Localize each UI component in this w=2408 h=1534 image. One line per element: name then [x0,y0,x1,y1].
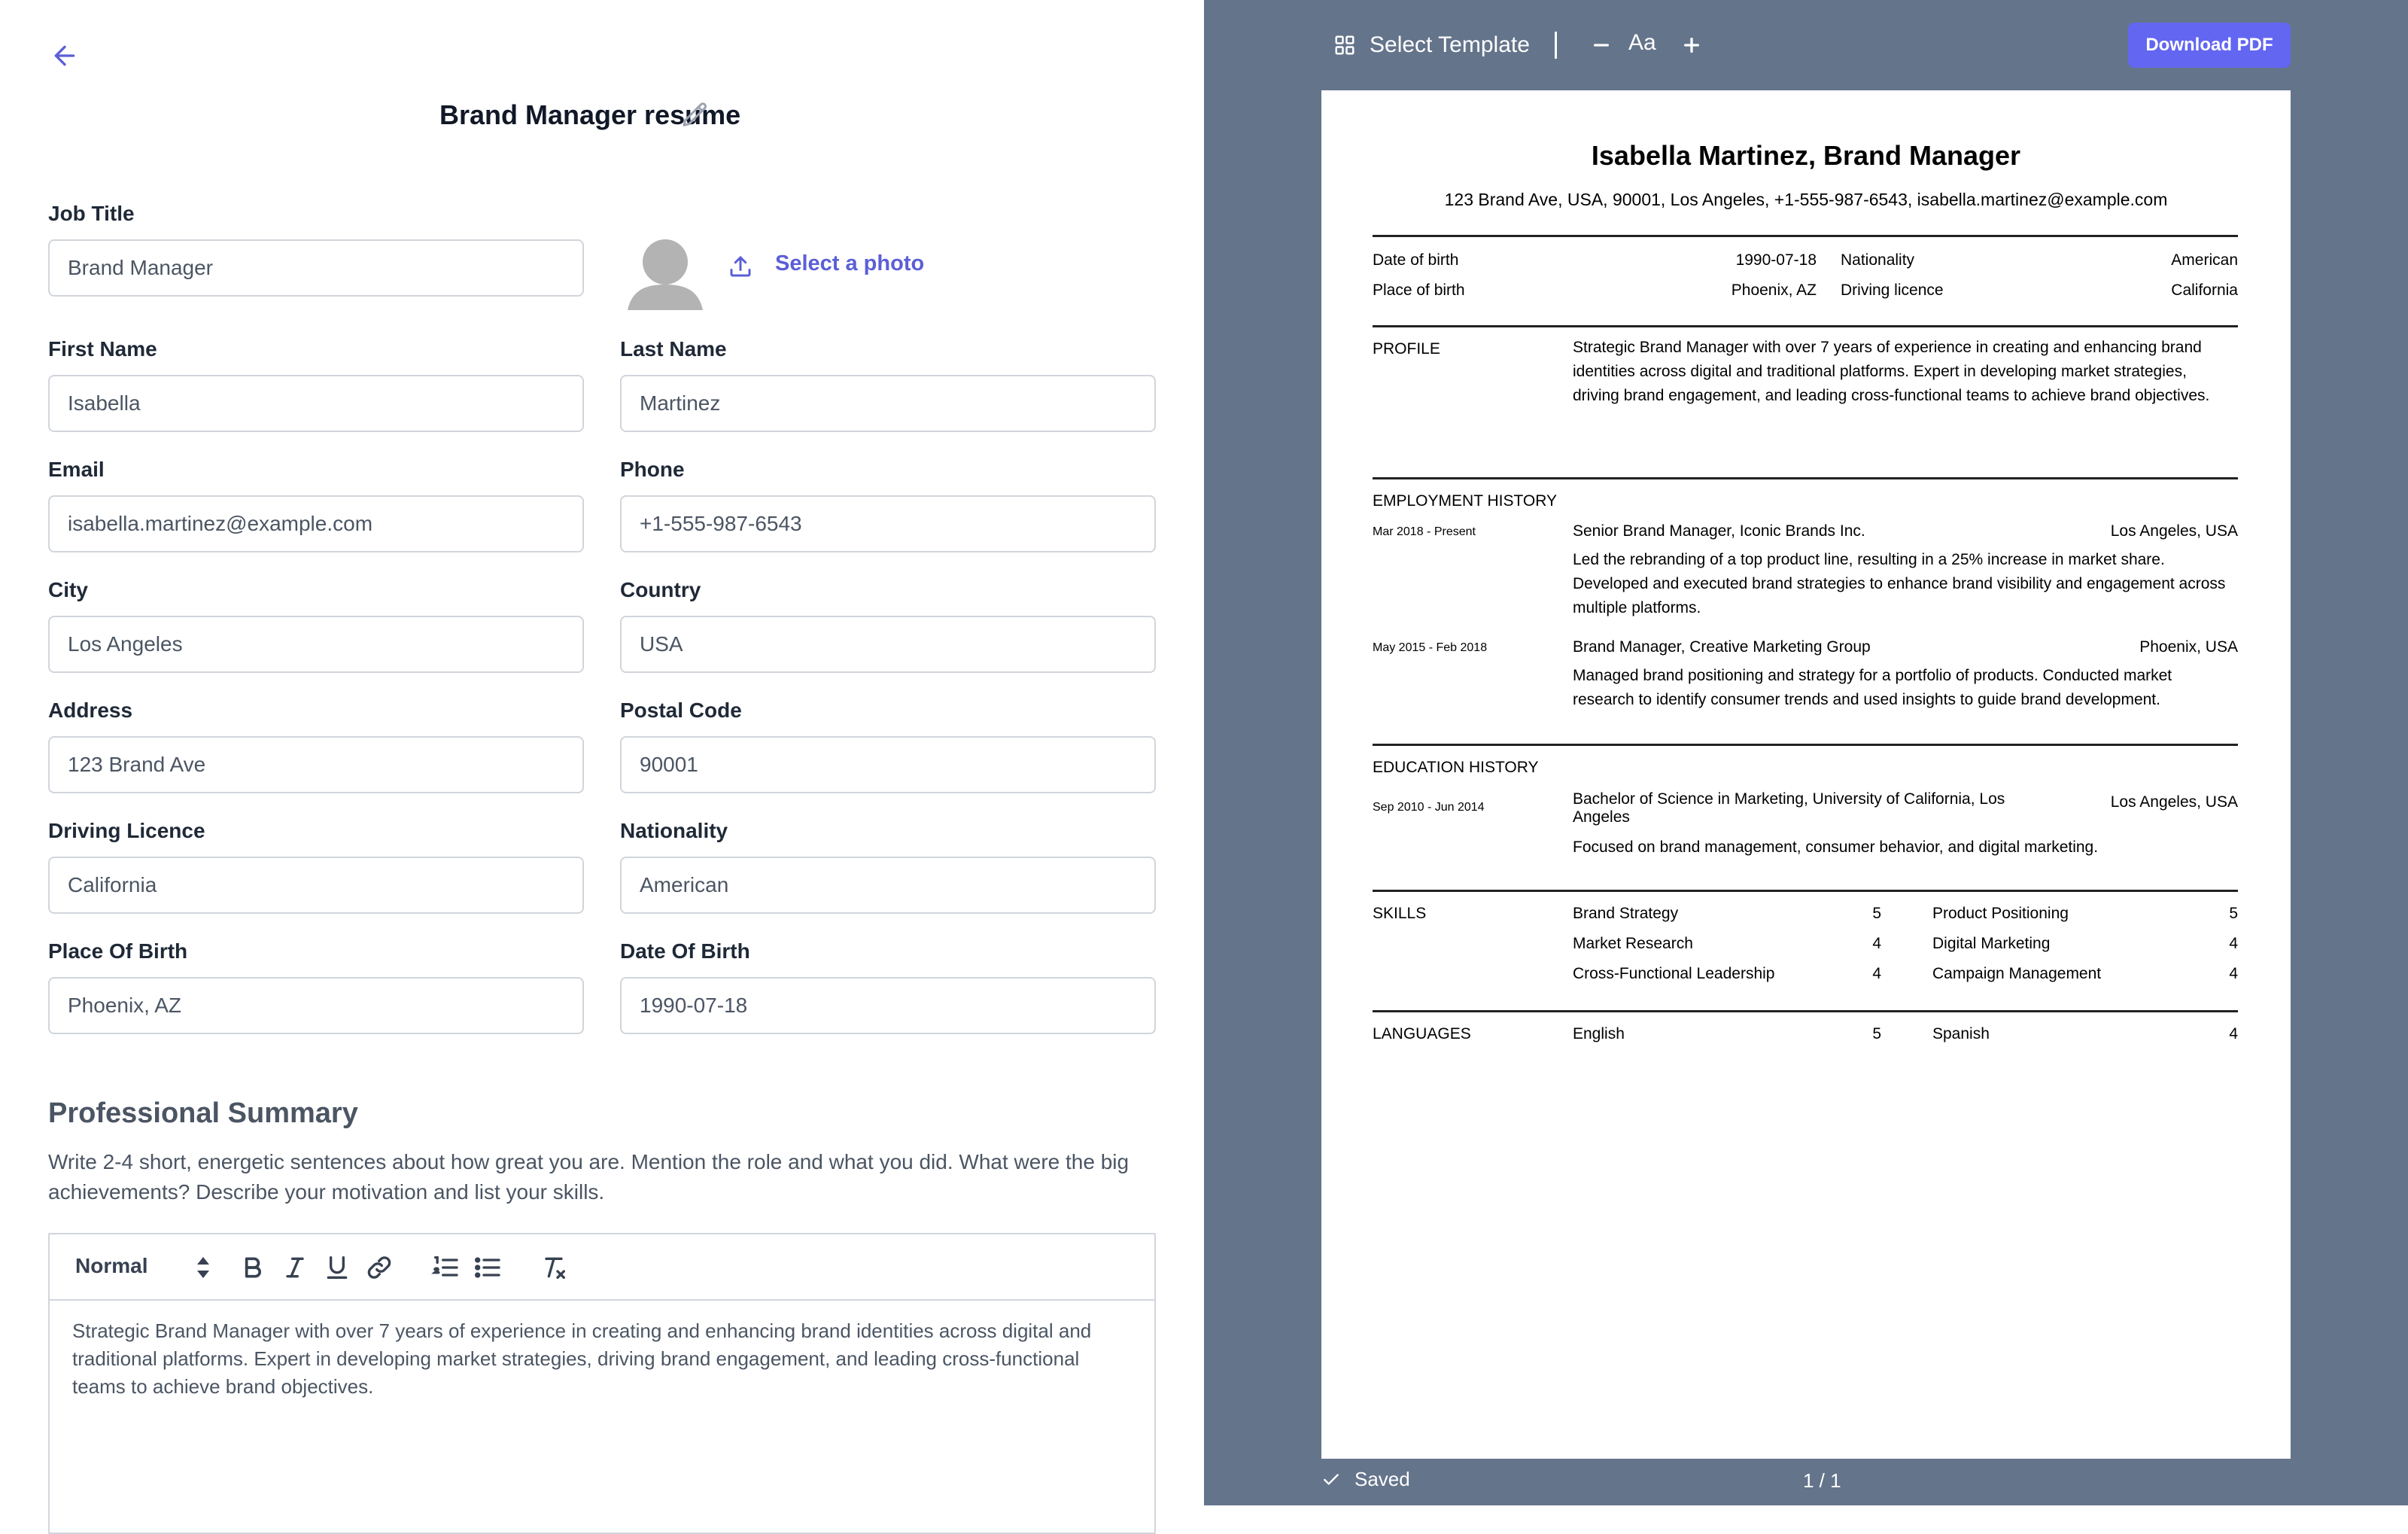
language-level: 4 [2229,1025,2238,1042]
summary-editor-content[interactable]: Strategic Brand Manager with over 7 years of experience in creating and enhancing brand identities across digital and traditional platforms. Expert in developing market strategies, driving brand engagement, and leading cross-functional teams to achieve brand objectives. [72,1319,1092,1398]
italic-icon[interactable] [280,1252,310,1283]
email-input[interactable] [48,495,584,552]
education-heading: EDUCATION HISTORY [1373,759,1539,776]
dob-label: Date of birth [1373,251,1459,269]
job-1-location: Los Angeles, USA [2110,522,2238,540]
professional-summary-hint: Write 2-4 short, energetic sentences about how great you are. Mention the role and what you did. What were the big achievements? Describe your motivation and list your skills. [48,1150,1130,1204]
skill-level: 4 [1872,965,1881,982]
select-template-label: Select Template [1370,32,1530,57]
language-level: 5 [1872,1025,1881,1042]
phone-input[interactable] [620,495,1156,552]
profile-text: Strategic Brand Manager with over 7 years of experience in creating and enhancing brand identities across digital and traditional platforms. Expert in developing market strategies, driving brand engagement, and leading cross-functional teams to achieve brand objectives. [1573,339,2210,404]
first-name-input[interactable] [48,375,584,432]
skill-level: 4 [1872,935,1881,952]
skills-heading: SKILLS [1373,905,1427,922]
city-input[interactable] [48,616,584,673]
driving-licence-field [48,817,584,914]
job-title-input[interactable] [48,239,584,297]
dob-value: 1990-07-18 [1735,251,1817,269]
profile-heading: PROFILE [1373,340,1440,358]
licence-detail-value: California [2171,282,2238,299]
section-divider [1373,477,2238,479]
last-name-label: Last Name [620,337,727,361]
language-name: English [1573,1025,1625,1042]
edu-1-dates: Sep 2010 - Jun 2014 [1373,801,1485,814]
edu-1-title: Bachelor of Science in Marketing, University of California, Los Angeles [1573,790,2005,826]
save-status-text: Saved [1354,1468,1410,1490]
country-input[interactable] [620,616,1156,673]
save-status [1321,1468,1410,1491]
email-label: Email [48,458,105,481]
skill-name: Cross-Functional Leadership [1573,965,1775,982]
editor-panel [0,0,1204,1505]
bullet-list-icon[interactable] [473,1252,503,1283]
section-divider [1373,890,2238,892]
job-1-title: Senior Brand Manager, Iconic Brands Inc. [1573,522,1865,540]
first-name-label: First Name [48,337,157,361]
languages-heading: LANGUAGES [1373,1025,1471,1042]
select-photo-link[interactable]: Select a photo [775,251,925,275]
bold-icon[interactable] [238,1252,268,1283]
back-arrow-icon[interactable] [50,41,80,71]
pob-label: Place of birth [1373,282,1465,299]
last-name-field [620,336,1156,432]
skill-level: 4 [2229,965,2238,982]
city-field [48,577,584,673]
skill-name: Digital Marketing [1932,935,2051,952]
plus-icon[interactable] [1677,30,1707,60]
place-of-birth-label: Place Of Birth [48,939,188,963]
link-icon[interactable] [364,1252,394,1283]
underline-icon[interactable] [322,1252,352,1283]
driving-licence-label: Driving Licence [48,819,205,842]
last-name-input[interactable] [620,375,1156,432]
country-field [620,577,1156,673]
job-title-label: Job Title [48,202,135,225]
job-2-location: Phoenix, USA [2139,638,2238,656]
edu-1-location: Los Angeles, USA [2110,793,2238,811]
skill-level: 4 [2229,935,2238,952]
resume-name-heading: Isabella Martinez, Brand Manager [1591,140,2021,171]
job-2-dates: May 2015 - Feb 2018 [1373,641,1488,654]
postal-code-label: Postal Code [620,699,742,722]
place-of-birth-input[interactable] [48,977,584,1034]
grid-icon [1333,34,1356,56]
skill-name: Product Positioning [1932,905,2069,922]
language-name: Spanish [1932,1025,1990,1042]
section-divider [1373,235,2238,237]
skill-name: Market Research [1573,935,1693,952]
phone-label: Phone [620,458,685,481]
summary-rich-text-editor [48,1233,1156,1534]
nationality-input[interactable] [620,857,1156,914]
job-2-description: Managed brand positioning and strategy for a portfolio of products. Conducted market research to identify consumer trends and used insights to guide brand development. [1573,667,2172,708]
text-format-select[interactable] [75,1254,211,1281]
section-divider [1373,1010,2238,1012]
nationality-label: Nationality [620,819,728,842]
document-title-text[interactable]: Brand Manager resume [439,99,741,131]
skill-name: Campaign Management [1932,965,2102,982]
driving-licence-input[interactable] [48,857,584,914]
place-of-birth-field [48,938,584,1034]
select-template-button[interactable] [1333,29,1530,62]
rich-text-toolbar [50,1234,1154,1301]
ordered-list-icon[interactable] [430,1252,461,1283]
page-indicator: 1 / 1 [1803,1469,1841,1492]
edu-1-description: Focused on brand management, consumer behavior, and digital marketing. [1573,839,2099,856]
country-label: Country [620,578,701,601]
section-divider [1373,744,2238,746]
clear-formatting-icon[interactable] [539,1252,569,1283]
employment-heading: EMPLOYMENT HISTORY [1373,492,1558,510]
postal-code-input[interactable] [620,736,1156,793]
date-of-birth-input[interactable] [620,977,1156,1034]
nationality-detail-label: Nationality [1841,251,1915,269]
skill-level: 5 [2229,905,2238,922]
job-2-title: Brand Manager, Creative Marketing Group [1573,638,1871,656]
city-label: City [48,578,88,601]
job-1-dates: Mar 2018 - Present [1373,525,1476,538]
resume-contact-line: 123 Brand Ave, USA, 90001, Los Angeles, +1-555-987-6543, isabella.martinez@example.com [1444,190,2168,209]
professional-summary-heading: Professional Summary [48,1097,358,1129]
date-of-birth-field [620,938,1156,1034]
toolbar-divider [1555,32,1557,59]
job-title-field [48,200,584,297]
preview-toolbar [1204,0,2408,89]
minus-icon[interactable] [1586,30,1616,60]
pencil-icon[interactable] [680,100,710,130]
address-input[interactable] [48,736,584,793]
phone-field [620,456,1156,552]
check-icon [1321,1470,1341,1490]
preview-panel [1204,0,2408,1505]
font-size-label[interactable]: Aa [1628,30,1656,55]
job-1-description: Led the rebranding of a top product line, resulting in a 25% increase in market share. Developed and executed brand strategies to enhance brand visibility and engagement across multiple platforms. [1573,551,2226,616]
section-divider [1373,325,2238,327]
pob-value: Phoenix, AZ [1731,282,1817,299]
date-of-birth-label: Date Of Birth [620,939,750,963]
postal-code-field [620,697,1156,793]
select-caret-icon [196,1256,211,1280]
licence-detail-label: Driving licence [1841,282,1944,299]
nationality-field [620,817,1156,914]
address-label: Address [48,699,133,722]
skill-level: 5 [1872,905,1881,922]
email-field [48,456,584,552]
address-field [48,697,584,793]
resume-page [1321,90,2291,1459]
nationality-detail-value: American [2171,251,2238,269]
text-format-value: Normal [75,1254,148,1277]
first-name-field [48,336,584,432]
avatar-placeholder[interactable] [628,239,703,310]
upload-icon[interactable] [727,253,754,280]
skill-name: Brand Strategy [1573,905,1679,922]
download-pdf-button[interactable]: Download PDF [2128,23,2291,68]
document-title[interactable] [439,98,741,131]
